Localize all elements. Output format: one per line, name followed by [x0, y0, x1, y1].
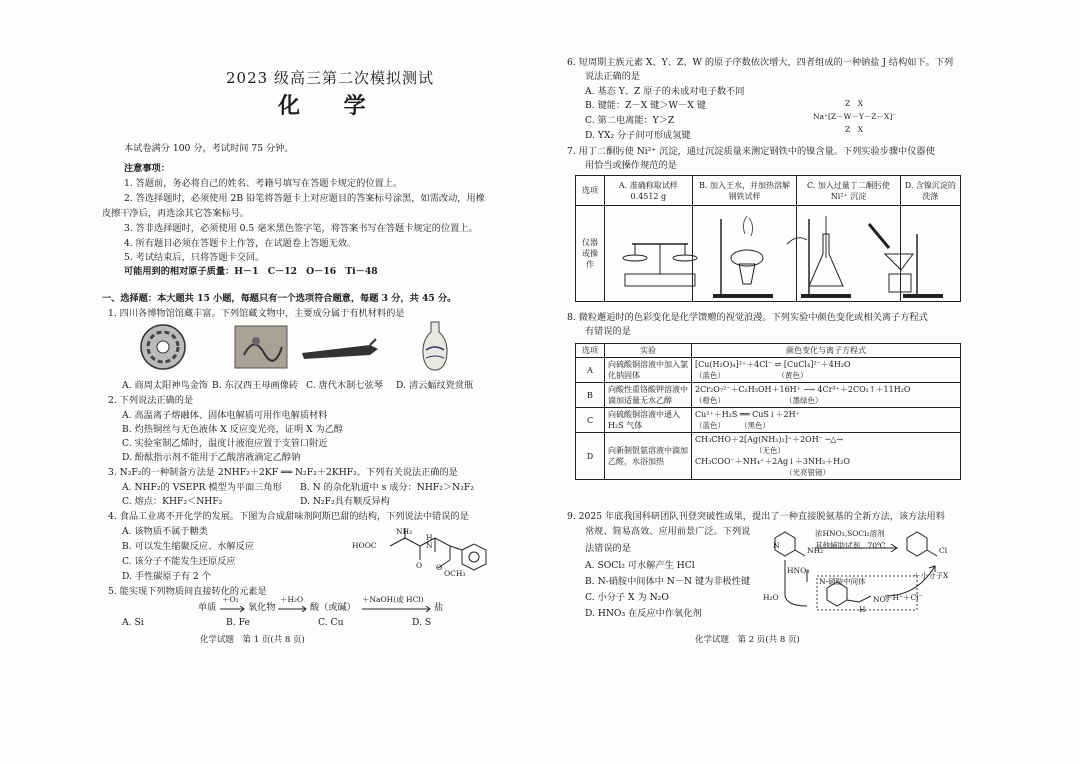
flask-icon [787, 216, 851, 298]
note-2: 2. 答选择题时，必须使用 2B 铅笔将答题卡上对应题目的答案标号涂黑，如需改动，用橡 [124, 193, 485, 204]
q5-option-a: A. Si [122, 617, 144, 628]
q1-option-c: C. 唐代木制七弦琴 [306, 380, 383, 391]
q3-option-b: B. N 的杂化轨道中 s 成分：NHF₂＞N₂F₂ [300, 482, 474, 493]
q9-stem3: 法错误的是 [585, 543, 631, 554]
q4-stem: 4. 食品工业离不开化学的发展。下图为合成甜味剂阿斯巴甜的结构，下列说法中错误的是 [108, 511, 469, 522]
q3-stem: 3. N₂F₂的一种制备方法是 2NHF₂＋2KF ══ N₂F₂＋2KHF₂。下列有关说法正确的是 [108, 467, 458, 478]
arrow-label-o2: ＋O₂ [222, 595, 239, 604]
note-3: 3. 答非选择题时，必须使用 0.5 毫米黑色签字笔，将答案书写在答题卡规定的位置上。 [124, 223, 478, 234]
q9-option-a: A. SOCl₂ 可水解产生 HCl [585, 560, 695, 571]
q8-d-eq: CH₃CHO＋2[Ag(NH₃)₂]⁺＋2OH⁻ ─△→ [695, 435, 844, 444]
exam-title: 2023 级高三第二次模拟测试 [226, 69, 434, 87]
q8-c-eq: Cu²⁺＋H₂S ══ CuS↓＋2H⁺ [695, 410, 800, 419]
section1-heading: 一、选择题：本大题共 15 小题，每题只有一个选项符合题意，每题 3 分，共 45 分。 [102, 293, 457, 304]
q6-option-b: B. 键能：Z－X 键＞W－X 键 [585, 100, 706, 111]
scheme-h2o-left: H₂O [763, 593, 779, 602]
q4-option-b: B. 可以发生缩聚反应、水解反应 [122, 541, 255, 552]
q9-stem: 9. 2025 年底我国科研团队刊登突破性成果，提出了一种直接脱氨基的全新方法，该方法用料 [567, 511, 945, 522]
q5-option-d: D. S [412, 617, 432, 628]
q8-stem2: 有错误的是 [585, 326, 631, 337]
struct-o2: O [436, 563, 443, 572]
q8-row-a [576, 358, 961, 383]
q8-a-opt: A [576, 358, 605, 383]
q8-d-eq2: CH₃COO⁻＋NH₄⁺＋2Ag↓＋3NH₃＋H₂O [695, 457, 850, 466]
struct-och3: OCH₃ [444, 569, 466, 578]
arrow-label-h2o: ＋H₂O [280, 595, 304, 604]
q8-stem: 8. 微粒邂逅时的色彩变化是化学馈赠的视觉浪漫。下列实验中颜色变化或相关离子方程式 [567, 312, 928, 323]
q4-option-a: A. 该物质不属于糖类 [122, 526, 208, 537]
filtration-icon [869, 224, 943, 298]
q2-stem: 2. 下列说法正确的是 [108, 395, 194, 406]
scheme-intermediate: N-硝胺中间体 [819, 577, 866, 586]
struct-nh2: NH₂ [396, 527, 413, 536]
q7-col-a: A. 准确称取试样 0.4512 g [605, 176, 693, 206]
q7-col-c: C. 加入过量丁二酮肟使 Ni²⁺ 沉淀 [797, 176, 900, 206]
q8-b-note: （橙色） （墨绿色） [695, 396, 823, 405]
q8-d-note2: （光亮银镜） [785, 468, 830, 477]
scheme-no2: NO₂ [873, 595, 889, 604]
q2-option-a: A. 高温离子熔融体、固体电解质可用作电解质材料 [122, 410, 328, 421]
porcelain-vase-icon [418, 320, 452, 374]
q6-struct-top: Z X [845, 99, 864, 108]
scheme-reagent1: 浓HNO₃,SOCl₂溶剂 [815, 529, 885, 538]
q2-option-c: C. 实验室制乙烯时，温度计液泡应置于支管口附近 [122, 438, 328, 449]
q8-b-exp: 向酸性重铬酸钾溶液中滴加适量无水乙醇 [605, 383, 692, 408]
chain-salt: 盐 [434, 602, 444, 613]
q8-c-note: （蓝色） （黑色） [695, 421, 770, 430]
chain-oxide: 氧化物 [248, 602, 276, 613]
full-score: 本试卷满分 100 分，考试时间 75 分钟。 [124, 143, 294, 154]
q8-row-d [576, 433, 961, 480]
q8-header-exp: 实验 [605, 344, 692, 358]
q7-row1-label: 选项 [576, 176, 605, 206]
balance-icon [623, 244, 697, 286]
subject-title: 化 学 [278, 93, 384, 119]
arrow-1 [220, 606, 246, 612]
note-4: 4. 所有题目必须在答题卡上作答，在试题卷上答题无效。 [124, 238, 357, 249]
scheme-hno3: HNO₃ [787, 566, 810, 575]
q9-stem2: 常规、简易高效、应用前景广泛。下列说 [585, 526, 751, 537]
q2-option-d: D. 酚酞指示剂不能用于乙酸溶液滴定乙醇钠 [122, 452, 301, 463]
footer-left: 化学试题 第 1 页(共 8 页) [200, 635, 305, 645]
q8-b-opt: B [576, 383, 605, 408]
q8-a-exp: 向硫酸铜溶液中加入氯化钠固体 [605, 358, 692, 383]
q1-option-d: D. 清云蝠纹瓷赏瓶 [396, 380, 474, 391]
q5-option-b: B. Fe [226, 617, 250, 628]
arrow-label-naoh: ＋NaOH(或 HCl) [362, 595, 424, 604]
q7-stem2: 用恰当或操作规范的是 [585, 160, 677, 171]
q8-row-c [576, 408, 961, 433]
brick-relief-icon [234, 325, 288, 369]
q7-row2-label: 仪器或操作 [576, 206, 605, 302]
q6-stem2: 说法正确的是 [585, 71, 641, 82]
q5-option-c: C. Cu [318, 617, 344, 628]
q8-d-exp: 向新制银氨溶液中滴加乙醛，水浴加热 [605, 433, 692, 480]
q6-option-c: C. 第二电离能：Y＞Z [585, 115, 675, 126]
chain-acid-base: 酸（或碱） [310, 602, 356, 613]
heating-setup-icon [713, 216, 773, 298]
scheme-nh: H [859, 605, 866, 614]
note-5: 5. 考试结束后，只将答题卡交回。 [124, 252, 265, 263]
q8-d-note: （无色） [755, 446, 785, 455]
q4-option-c: C. 该分子不能发生还原反应 [122, 556, 236, 567]
q9-option-b: B. N-硝胺中间体中 N－N 键为非极性键 [585, 576, 751, 587]
q6-option-d: D. YX₂ 分子间可形成氢键 [585, 130, 691, 141]
scheme-nh2: NH₂ [807, 546, 824, 555]
q4-option-d: D. 手性碳原子有 2 个 [122, 571, 211, 582]
q1-stem: 1. 四川各博物馆馆藏丰富。下列馆藏文物中，主要成分属于有机材料的是 [108, 308, 405, 319]
scheme-n-left: N [773, 541, 780, 550]
scheme-reagent2: 其他辅助试剂，70℃ [815, 541, 886, 550]
q7-stem: 7. 用丁二酮肟使 Ni²⁺ 沉淀，通过沉淀质量来测定钢铁中的镍含量。下列实验步骤中仪器使 [567, 146, 935, 157]
q8-header-eq: 颜色变化与离子方程式 [692, 344, 961, 358]
q2-option-b: B. 灼热铜丝与无色液体 X 反应变光亮，证明 X 为乙醇 [122, 424, 344, 435]
q8-table [575, 343, 961, 480]
q3-option-c: C. 熔点：KHF₂＜NHF₂ [122, 496, 223, 507]
chain-elemental: 单质 [198, 602, 217, 613]
note-2-cont: 皮擦干净后，再选涂其它答案标号。 [102, 208, 249, 219]
q1-option-b: B. 东汉西王母画像砖 [212, 380, 299, 391]
q6-struct-mid: Na⁺[Z－W－Y－Z－X]⁻ [813, 112, 897, 121]
q8-d-opt: D [576, 433, 605, 480]
struct-n: N [426, 541, 433, 550]
arrow-2 [278, 606, 308, 612]
q7-col-d: D. 含镍沉淀的洗涤 [900, 176, 960, 206]
scheme-h-cl: ＋H⁺＋Cl⁻ [885, 593, 923, 602]
q8-c-opt: C [576, 408, 605, 433]
q7-col-b: B. 加入王水，并加热溶解钢铁试样 [692, 176, 797, 206]
q6-struct-bottom: Z X [845, 125, 864, 134]
notes-heading: 注意事项： [124, 163, 170, 174]
q8-a-note: （蓝色） （黄色） [695, 371, 808, 380]
q1-option-a: A. 商周太阳神鸟金饰 [122, 380, 208, 391]
scheme-small-molecule: ＋小分子X [913, 571, 949, 580]
aspartame-structure [350, 524, 500, 586]
arrow-3 [362, 606, 432, 612]
sun-bird-gold-icon [138, 322, 188, 372]
q3-option-a: A. NHF₂的 VSEPR 模型为平面三角形 [122, 482, 282, 493]
atomic-masses: 可能用到的相对原子质量：H－1 C－12 O－16 Ti－48 [124, 266, 378, 277]
q5-stem: 5. 能实现下列物质间直接转化的元素是 [108, 586, 267, 597]
struct-hooc: HOOC [352, 541, 377, 550]
scheme-cl: Cl [939, 546, 948, 555]
q3-option-d: D. N₂F₂具有顺反异构 [300, 496, 390, 507]
struct-h: H [426, 533, 433, 542]
q6-option-a: A. 基态 Y、Z 原子的未成对电子数不同 [585, 86, 745, 97]
q9-option-d: D. HNO₃ 在反应中作氧化剂 [585, 608, 702, 619]
q8-a-eq: [Cu(H₂O)₄]²⁺＋4Cl⁻ ⇌ [CuCl₄]²⁻＋4H₂O [695, 360, 851, 369]
note-1: 1. 答题前，务必将自己的姓名、考籍号填写在答题卡规定的位置上。 [124, 178, 403, 189]
q8-c-exp: 向硫酸铜溶液中通入 H₂S 气体 [605, 408, 692, 433]
q8-header-opt: 选项 [576, 344, 605, 358]
q7-apparatus-drawings [617, 214, 957, 304]
struct-o1: O [416, 561, 423, 570]
q6-stem: 6. 短周期主族元素 X、Y、Z、W 的原子序数依次增大，四者组成的一种钠盐 J 结构如下。下列 [567, 57, 954, 68]
q9-option-c: C. 小分子 X 为 N₂O [585, 592, 669, 603]
footer-right: 化学试题 第 2 页(共 8 页) [695, 635, 800, 645]
q8-b-eq: 2Cr₂O₇²⁻＋C₂H₅OH＋16H⁺ ⟶ 4Cr³⁺＋2CO₂↑＋11H₂O [695, 385, 911, 394]
q8-row-b [576, 383, 961, 408]
guqin-icon [300, 335, 380, 363]
